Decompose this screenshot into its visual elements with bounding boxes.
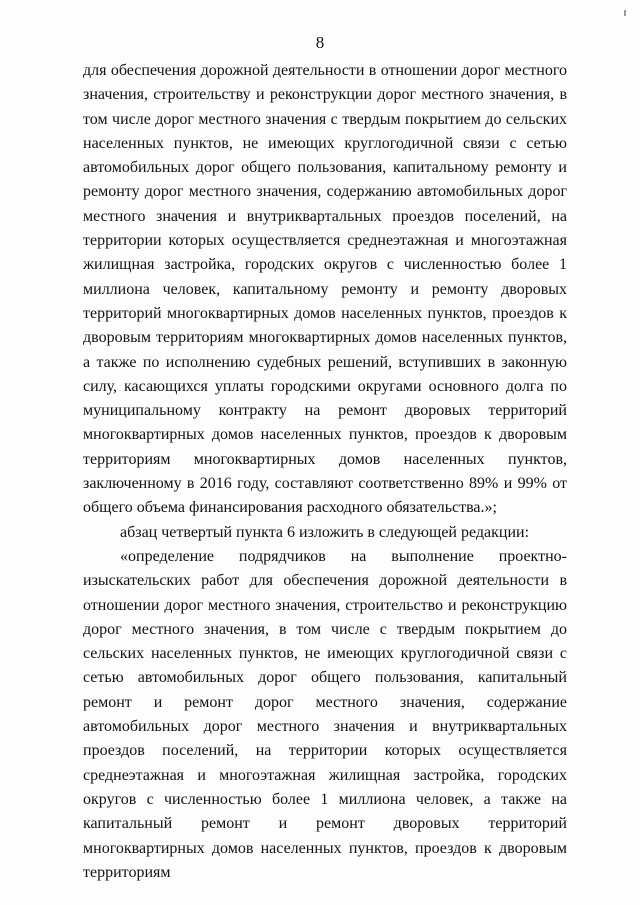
body-text: [83, 59, 567, 885]
page-number: 8: [315, 33, 325, 52]
scan-mark: [624, 10, 626, 16]
paragraph-amendment-text: «определение подрядчиков на выполнение проектно-изыскательских работ для обеспечения дорожной деятельности в отношении дорог местного значения, строительство и реконструкцию дорог местного значения, в том числе с твердым покрытием до сельских населенных пунктов, не имеющих круглогодичной связи с сетью автомобильных дорог общего пользования, капитальный ремонт и ремонт дорог местного значения, содержание автомобильных дорог местного значения и внутриквартальных проездов поселений, на территории которых осуществляется среднеэтажная и многоэтажная жилищная застройка, городских округов с численностью более 1 миллиона человек, а также на капитальный ремонт и ремонт дворовых территорий многоквартирных домов населенных пунктов, проездов к дворовым территориям: [83, 547, 567, 881]
paragraph-amendment-instruction: абзац четвертый пункта 6 изложить в следующей редакции:: [120, 523, 530, 541]
paragraph-continuation: для обеспечения дорожной деятельности в отношении дорог местного значения, строительству и реконструкции дорог местного значения, в том числе дорог местного значения с твердым покрытием до сельских населенных пунктов, не имеющих круглогодичной связи с сетью автомобильных дорог общего пользования, капитальному ремонту и ремонту дорог местного значения, содержанию автомобильных дорог местного значения и внутриквартальных проездов поселений, на территории которых осуществляется среднеэтажная и многоэтажная жилищная застройка, городских округов с численностью более 1 миллиона человек, капитальному ремонту и ремонту дворовых территорий многоквартирных домов населенных пунктов, проездов к дворовым территориям многоквартирных домов населенных пунктов, а также по исполнению судебных решений, вступивших в законную силу, касающихся уплаты городскими округами основного долга по муниципальному контракту на ремонт дворовых территорий многоквартирных домов населенных пунктов, проездов к дворовым территориям многоквартирных домов населенных пунктов, заключенному в 2016 году, составляют соответственно 89% и 99% от общего объема финансирования расходного обязательства.»;: [83, 62, 567, 517]
